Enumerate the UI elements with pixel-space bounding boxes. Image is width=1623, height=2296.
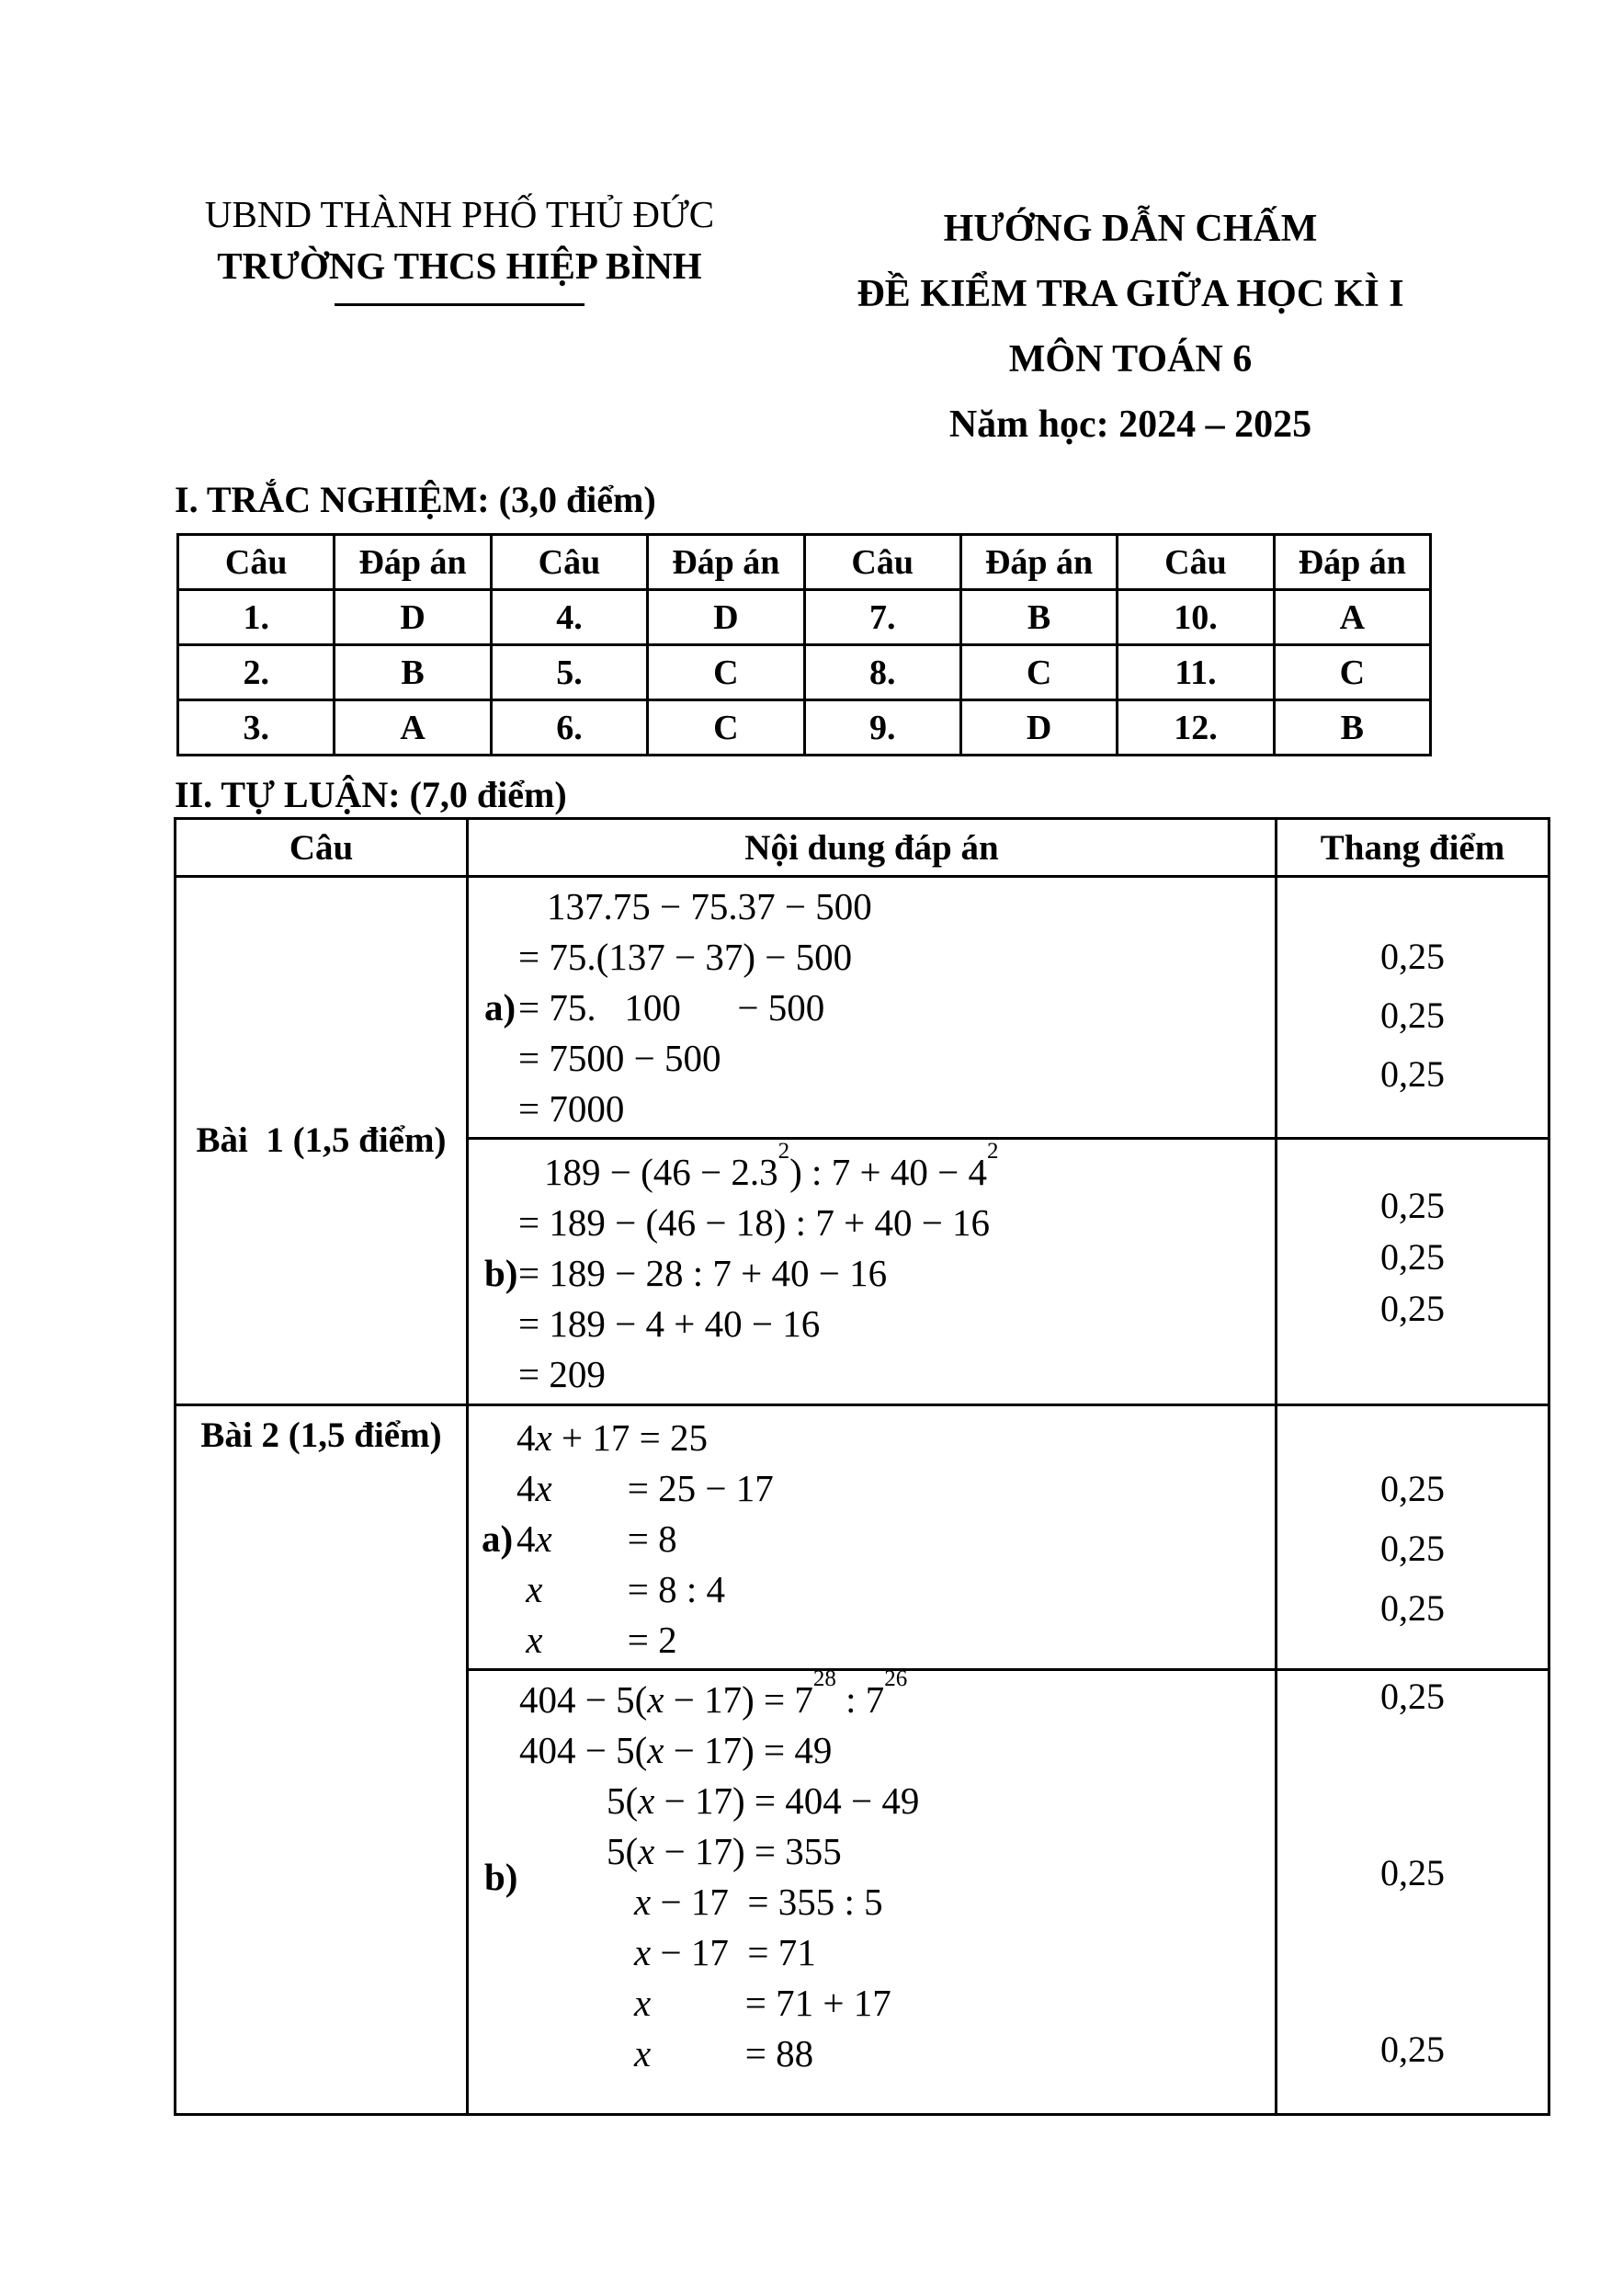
school-name: TRƯỜNG THCS HIỆP BÌNH: [217, 244, 702, 287]
equation-line: $404 - 5(x - 17) = 7^{28}$ : $7^{26}$: [519, 1666, 908, 1721]
equation-line: = 7000: [518, 1087, 625, 1130]
part-label: b): [484, 1252, 518, 1294]
mc-answer-cell: B: [335, 645, 491, 700]
mc-header-row: [178, 535, 1431, 590]
equation-line: 4x = 8: [516, 1517, 677, 1560]
mc-answer-cell: C: [648, 700, 804, 756]
equation-line: = 189 − 4 + 40 − 16: [518, 1302, 821, 1345]
issuing-authority: UBND THÀNH PHỐ THỦ ĐỨC: [204, 193, 715, 235]
mc-question-cell: 12.: [1118, 700, 1274, 756]
bai2-label: Bài 2 (1,5 điểm): [200, 1415, 442, 1455]
section1-title: I. TRẮC NGHIỆM: (3,0 điểm): [175, 479, 656, 520]
table-border-line: [1548, 817, 1550, 2116]
score-value: 0,25: [1380, 1236, 1445, 1278]
doc-title-line3: MÔN TOÁN 6: [1008, 338, 1253, 381]
equation-line: = 189 − 28 : 7 + 40 − 16: [518, 1252, 888, 1294]
section2-title: II. TỰ LUẬN: (7,0 điểm): [175, 774, 567, 815]
score-value: 0,25: [1380, 936, 1445, 977]
header-right-block: [809, 197, 1452, 458]
equation-line: = 189 − (46 − 18) : 7 + 40 − 16: [518, 1201, 991, 1244]
equation-line: 5(x − 17) = 404 − 49: [607, 1779, 920, 1822]
mc-row: [178, 700, 1431, 756]
mc-answer-cell: B: [960, 590, 1117, 645]
equation-line: = 7500 − 500: [518, 1037, 721, 1079]
score-value: 0,25: [1380, 1185, 1445, 1226]
mc-answer-cell: A: [335, 700, 491, 756]
equation-line: 404 − 5(x − 17) = 49: [519, 1729, 833, 1771]
mc-header-cell: Đáp án: [648, 535, 804, 590]
table-border-line: [174, 817, 1550, 820]
doc-title-line4: Năm học: 2024 – 2025: [948, 404, 1312, 446]
bai1a-solution-cell: [466, 876, 1275, 1137]
mc-answer-cell: C: [960, 645, 1117, 700]
bai2b-score-cell: [1277, 1671, 1548, 2113]
equation-line: 4x = 25 − 17: [516, 1467, 774, 1509]
part-label: a): [484, 986, 516, 1029]
mc-question-cell: 7.: [804, 590, 960, 645]
score-value: 0,25: [1380, 1587, 1445, 1629]
equation-line: x = 8 : 4: [526, 1568, 725, 1610]
score-value: 0,25: [1380, 1528, 1445, 1569]
score-value: 0,25: [1380, 1676, 1445, 1717]
essay-col-header-cau: Câu: [289, 827, 354, 868]
equation-line: x − 17 = 71: [634, 1931, 816, 1973]
essay-col-header-thangdiem: Thang điểm: [1320, 827, 1505, 868]
equation-line: $189 - (46 - 2.3^2)$ : $7 + 40 - 4^2$: [544, 1139, 999, 1193]
mc-header-cell: Đáp án: [335, 535, 491, 590]
doc-title-line2: ĐỀ KIỂM TRA GIỮA HỌC KÌ I: [857, 273, 1404, 315]
score-value: 0,25: [1380, 995, 1445, 1036]
equation-line: 4x + 17 = 25: [516, 1416, 708, 1459]
bai1a-score-cell: [1277, 876, 1548, 1137]
bai1-label: Bài 1 (1,5 điểm): [196, 1120, 447, 1160]
equation-line: x − 17 = 355 : 5: [634, 1881, 883, 1923]
equation-line: x = 2: [526, 1619, 677, 1661]
header-divider-rule: [335, 303, 585, 306]
equation-line: x = 88: [634, 2032, 814, 2074]
bai2a-solution-cell: [466, 1406, 1275, 1668]
mc-answer-cell: B: [1274, 700, 1430, 756]
mc-answer-cell: C: [648, 645, 804, 700]
score-value: 0,25: [1380, 1468, 1445, 1509]
part-label: b): [484, 1856, 518, 1898]
mc-question-cell: 5.: [491, 645, 647, 700]
mc-header-cell: Đáp án: [1274, 535, 1430, 590]
score-value: 0,25: [1380, 1852, 1445, 1893]
mc-question-cell: 11.: [1118, 645, 1274, 700]
mc-answer-cell: C: [1274, 645, 1430, 700]
mc-question-cell: 4.: [491, 590, 647, 645]
equation-line: 137.75 − 75.37 − 500: [547, 885, 872, 927]
table-border-line: [174, 2113, 1550, 2116]
mc-answer-cell: D: [960, 700, 1117, 756]
mc-answer-cell: A: [1274, 590, 1430, 645]
score-value: 0,25: [1380, 1053, 1445, 1095]
mc-answer-cell: D: [335, 590, 491, 645]
score-value: 0,25: [1380, 2029, 1445, 2070]
bai1b-solution-cell: [466, 1140, 1275, 1404]
mc-question-cell: 10.: [1118, 590, 1274, 645]
equation-line: = 75. 100 − 500: [518, 986, 825, 1029]
equation-line: x = 71 + 17: [634, 1982, 891, 2024]
mc-header-cell: Câu: [491, 535, 647, 590]
mc-question-cell: 9.: [804, 700, 960, 756]
mc-question-cell: 6.: [491, 700, 647, 756]
mc-header-cell: Câu: [804, 535, 960, 590]
mc-header-cell: Câu: [1118, 535, 1274, 590]
equation-line: = 75.(137 − 37) − 500: [518, 936, 853, 978]
equation-line: = 209: [518, 1353, 606, 1395]
header-left-block: [138, 191, 781, 306]
multiple-choice-table: [176, 533, 1432, 756]
mc-header-cell: Câu: [178, 535, 335, 590]
mc-question-cell: 3.: [178, 700, 335, 756]
essay-col-header-noidung: Nội dung đáp án: [744, 827, 999, 868]
bai2b-solution-cell: [466, 1666, 1275, 2113]
bai1b-score-cell: [1277, 1140, 1548, 1403]
doc-title-line1: HƯỚNG DẪN CHẤM: [943, 208, 1318, 250]
equation-line: 5(x − 17) = 355: [607, 1830, 842, 1872]
bai2a-score-cell: [1277, 1406, 1548, 1668]
mc-row: [178, 590, 1431, 645]
mc-question-cell: 8.: [804, 645, 960, 700]
part-label: a): [482, 1517, 514, 1560]
mc-answer-cell: D: [648, 590, 804, 645]
mc-question-cell: 2.: [178, 645, 335, 700]
mc-header-cell: Đáp án: [960, 535, 1117, 590]
score-value: 0,25: [1380, 1288, 1445, 1329]
mc-row: [178, 645, 1431, 700]
mc-question-cell: 1.: [178, 590, 335, 645]
